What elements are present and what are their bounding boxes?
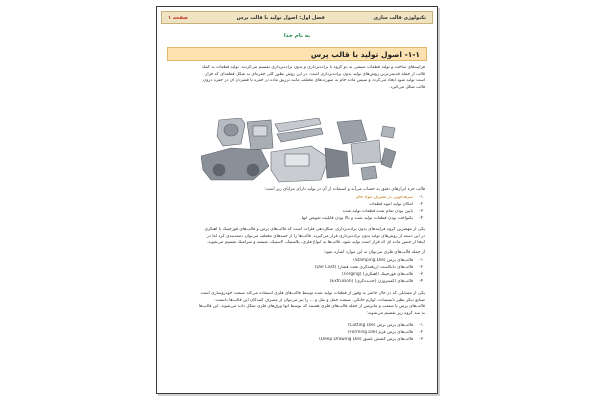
list-text: یکنواخت بودن قطعات تولید شده و بالا بودن قابلیت تعویض آنها <box>301 216 413 221</box>
list-number: ۳- <box>419 337 423 342</box>
list-english: (Forming Die) <box>347 330 378 335</box>
list-text: قالب‌های اکستروژن (حدیده‌گری) <box>354 279 413 284</box>
list-item <box>169 265 423 272</box>
document-page <box>156 6 438 394</box>
list-text: پایین بودن تمام شده قطعات تولید شده <box>342 209 413 214</box>
list-number: ۲- <box>419 202 423 207</box>
list-number: ۲- <box>419 265 423 270</box>
bracket-part <box>381 148 396 168</box>
list-item <box>169 337 423 344</box>
list-item <box>169 209 423 216</box>
body-frame-part <box>201 148 269 180</box>
list-item <box>169 279 423 286</box>
text-line: قالب شکل می‌گیرد. <box>389 84 425 90</box>
text-line: فرایندهای ساخت و تولید قطعات صنعتی به دو گروه با براده‌برداری و بدون براده‌برداری تقسیم می‌گردند. تولید قطعات به کمک <box>201 65 425 70</box>
list-english: (Stamping Die) <box>353 258 386 263</box>
list-number: ۴- <box>419 279 423 284</box>
list-number: ۱- <box>419 195 423 200</box>
list-english: (Deep Drawing Die) <box>319 337 362 342</box>
header-book-title: تکنولوژی قالب سازی <box>373 14 426 21</box>
list-number: ۳- <box>419 272 423 277</box>
page-header <box>161 11 433 24</box>
car-body-parts-image <box>201 118 396 186</box>
list-item <box>169 216 423 223</box>
text-line: قالب‌های پرس یا ستمپ و ماتریس از جمله قالب‌های فلزی هستند که توسط آنها ورق‌های فلزی شکل داده می‌شوند. این قالب‌ها <box>198 304 425 310</box>
quarter-panel-part <box>337 120 367 144</box>
list-number: ۱- <box>419 258 423 263</box>
bracket-part <box>381 126 395 138</box>
list-text: قالب‌های پرس برش <box>376 323 413 328</box>
text-line: است تولید شود ایجاد می‌گردد و سپس ماده خام به صورت‌های مختلف مانند تزریق ماده در حفره یا فشردن آن در حفره درون <box>203 78 425 84</box>
wheel-arch-part <box>247 164 259 176</box>
list-text: قالب‌های فورجینگ (آهنگری) <box>362 272 413 277</box>
header-page-number: صفحه ۱ <box>168 14 188 21</box>
fender-part <box>351 140 381 164</box>
list-text: قالب‌های دایکاست (ریخته‌گری تحت فشار) <box>337 265 413 270</box>
stamping-paragraph <box>169 291 425 317</box>
text-line: به سه گروه زیر تقسیم می‌شوند: <box>366 310 425 316</box>
list-text: صرفه‌جویی در مصرف مواد خام <box>356 195 413 200</box>
main-paragraph <box>169 227 425 247</box>
window-opening <box>285 154 309 166</box>
list-number: ۲- <box>419 330 423 335</box>
metal-dies-intro: از جمله قالب‌های فلزی می‌توان به این موارد اشاره نمود: <box>323 250 425 255</box>
list-text: قالب‌های پرس کشش عمیق <box>362 337 413 342</box>
bismillah: به نام خدا <box>283 33 311 39</box>
text-line: قالب از جمله قدیمی‌ترین روش‌های تولید بدون براده‌برداری است. در این روش بطور کلی حفره‌ای به شکل قطعه‌ای که قرار <box>205 71 425 77</box>
wheel-arch-part <box>213 164 225 176</box>
list-english: (Forging) <box>342 272 362 277</box>
list-number: ۴- <box>419 216 423 221</box>
list-item <box>169 195 423 202</box>
list-number: ۳- <box>419 209 423 214</box>
list-text: قالب‌های پرس فرم <box>378 330 413 335</box>
press-intro: قالب جزء ابزارهای دقیق به حساب می‌آید و استفاده از آن در تولید دارای مزایای زیر است: <box>264 187 425 192</box>
rear-panel-part <box>325 148 349 178</box>
panel-opening <box>253 126 267 136</box>
list-number: ۱- <box>419 323 423 328</box>
text-line: یکی از مهمترین گروه فرایندهای بدون براده‌برداری، شکل‌دهی فلزات است که قالب‌های پرس و قالب‌های فورجینگ یا آهنگری <box>204 227 425 232</box>
advantages-list <box>169 195 423 223</box>
text-line: اینجا از جنس ماده ای که قرار است تولید شود، قالب‌ها به انواع فلزی، پلاستیک، لاستیک، شیشه و سرامیک تقسیم می‌شوند. <box>206 240 425 246</box>
list-item <box>169 202 423 209</box>
metal-dies-list <box>169 258 423 286</box>
door-window-part <box>224 124 238 136</box>
press-types-list <box>169 323 423 344</box>
intro-paragraph <box>169 65 425 91</box>
section-title: ۱-۱- اصول تولید با قالب پرس <box>167 47 427 61</box>
list-text: قالب‌های پرس <box>386 258 413 263</box>
list-item <box>169 258 423 265</box>
text-line: یکی از مسایلی که در حال حاضر به وفور از قطعات تولید شده توسط قالب‌های فلزی استفاده می‌کند صنعت خودروسازی است. <box>199 291 425 296</box>
list-item <box>169 272 423 279</box>
list-english: (Extrusion) <box>329 279 354 284</box>
text-line: صنایع دیگر نظیر تأسیسات، لوازم خانگی، صنعت حمل و نقل و ... را نیز می‌توان از مصرف کنندگان این قالب‌ها دانست. <box>214 297 425 303</box>
list-english: (Die Cast) <box>314 265 337 270</box>
list-item <box>169 330 423 337</box>
list-english: (Cutting Die) <box>347 323 376 328</box>
list-item <box>169 323 423 330</box>
bracket-part <box>361 166 377 180</box>
header-chapter-title: فصل اول: اصول تولید با قالب پرس <box>236 14 325 21</box>
list-text: امکان تولید انبوه قطعات <box>369 202 413 207</box>
text-line: در این دسته از روش‌های تولید بدون براده‌برداری قرار می‌گیرند. قالب‌ها را از جنبه‌های مختلف می‌توان دسته‌بندی کرد اما در <box>206 233 425 239</box>
